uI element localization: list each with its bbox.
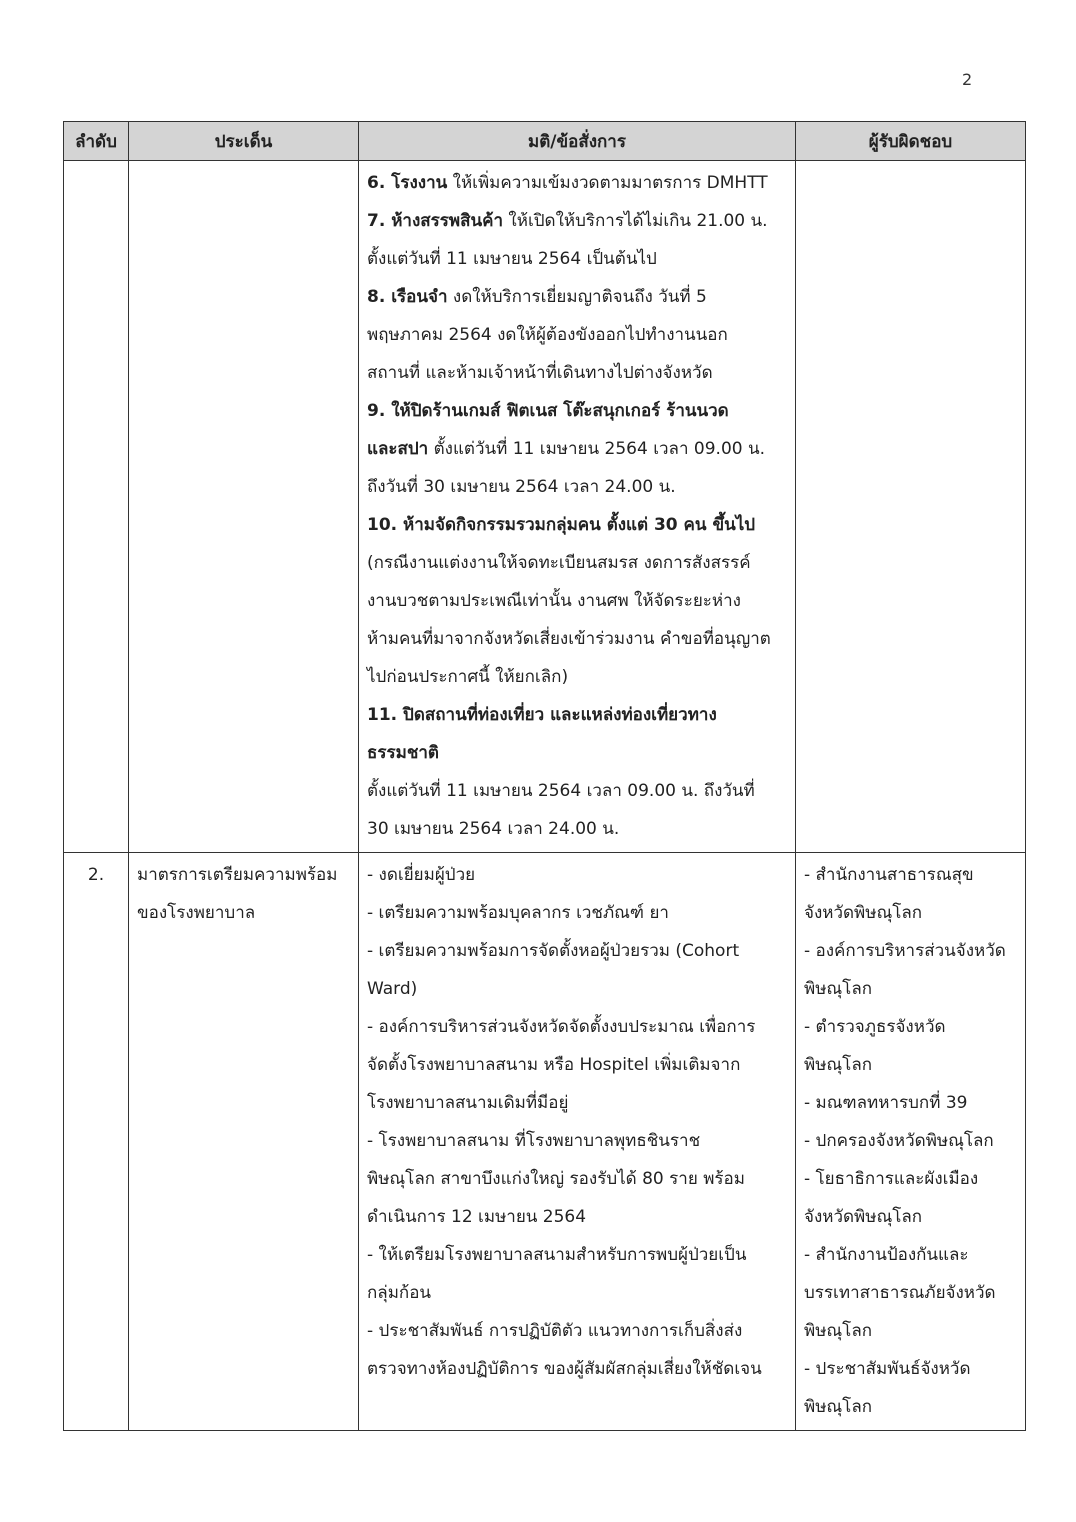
resolution-line: 11. ปิดสถานที่ท่องเที่ยว และแหล่งท่องเที่ยวทาง	[367, 705, 717, 725]
resolution-line: ห้ามคนที่มาจากจังหวัดเสี่ยงเข้าร่วมงาน คำขอที่อนุญาต	[367, 629, 771, 649]
responsible-line: - สำนักงานป้องกันและ	[804, 1245, 969, 1265]
responsible-line: บรรเทาสาธารณภัยจังหวัด	[804, 1283, 996, 1303]
resolution-line: 9. ให้ปิดร้านเกมส์ ฟิตเนส โต๊ะสนุกเกอร์ ร้านนวด	[367, 401, 729, 421]
resolution-line: ธรรมชาติ	[367, 743, 439, 763]
row1-issue	[129, 161, 359, 853]
resolution-line: - เตรียมความพร้อมบุคลากร เวชภัณฑ์ ยา	[367, 903, 669, 923]
header-resolution: มติ/ข้อสั่งการ	[359, 122, 796, 161]
resolution-line: โรงพยาบาลสนามเดิมที่มีอยู่	[367, 1093, 569, 1113]
resolution-line: - องค์การบริหารส่วนจังหวัดจัดตั้งงบประมาณ เพื่อการ	[367, 1017, 756, 1037]
resolution-line: ตั้งแต่วันที่ 11 เมษายน 2564 เป็นต้นไป	[367, 249, 657, 269]
table-row	[64, 853, 1026, 1431]
responsible-line: - สำนักงานสาธารณสุข	[804, 865, 974, 885]
issue-line: ของโรงพยาบาล	[137, 903, 256, 923]
resolution-line: และสปา ตั้งแต่วันที่ 11 เมษายน 2564 เวลา 09.00 น.	[367, 439, 766, 459]
resolution-line: - เตรียมความพร้อมการจัดตั้งหอผู้ป่วยรวม (Cohort	[367, 941, 740, 961]
resolution-line: (กรณีงานแต่งงานให้จดทะเบียนสมรส งดการสังสรรค์	[367, 553, 751, 573]
responsible-line: - มณฑลทหารบกที่ 39	[804, 1093, 968, 1113]
header-responsible: ผู้รับผิดชอบ	[796, 122, 1026, 161]
issue-line: มาตรการเตรียมความพร้อม	[137, 865, 338, 885]
resolution-table	[63, 121, 1026, 1431]
row1-resolution	[359, 161, 796, 853]
resolution-line: ถึงวันที่ 30 เมษายน 2564 เวลา 24.00 น.	[367, 477, 676, 497]
resolution-line: 7. ห้างสรรพสินค้า ให้เปิดให้บริการได้ไม่เกิน 21.00 น.	[367, 211, 768, 231]
resolution-line: กลุ่มก้อน	[367, 1283, 432, 1303]
responsible-line: - โยธาธิการและผังเมือง	[804, 1169, 979, 1189]
responsible-line: - องค์การบริหารส่วนจังหวัด	[804, 941, 1006, 961]
resolution-line: Ward)	[367, 979, 418, 999]
row2-responsible	[796, 853, 1026, 1431]
resolution-line: 6. โรงงาน ให้เพิ่มความเข้มงวดตามมาตรการ DMHTT	[367, 173, 768, 193]
resolution-line: พิษณุโลก สาขาบึงแก่งใหญ่ รองรับได้ 80 ราย พร้อม	[367, 1169, 745, 1189]
responsible-line: พิษณุโลก	[804, 1397, 873, 1417]
resolution-line: 30 เมษายน 2564 เวลา 24.00 น.	[367, 819, 620, 839]
responsible-line: - ประชาสัมพันธ์จังหวัด	[804, 1359, 971, 1379]
row2-no	[64, 853, 129, 1431]
table-header-row	[64, 122, 1026, 161]
resolution-line: - ให้เตรียมโรงพยาบาลสนามสำหรับการพบผู้ป่วยเป็น	[367, 1245, 747, 1265]
responsible-line: พิษณุโลก	[804, 1321, 873, 1341]
row2-issue	[129, 853, 359, 1431]
table-row	[64, 161, 1026, 853]
resolution-line: ดำเนินการ 12 เมษายน 2564	[367, 1207, 587, 1227]
header-issue: ประเด็น	[129, 122, 359, 161]
row1-no	[64, 161, 129, 853]
resolution-line: สถานที่ และห้ามเจ้าหน้าที่เดินทางไปต่างจังหวัด	[367, 363, 713, 383]
responsible-line: พิษณุโลก	[804, 1055, 873, 1075]
resolution-line: - งดเยี่ยมผู้ป่วย	[367, 865, 476, 885]
responsible-line: - ปกครองจังหวัดพิษณุโลก	[804, 1131, 994, 1151]
page-number: 2	[962, 70, 973, 89]
resolution-line: งานบวชตามประเพณีเท่านั้น งานศพ ให้จัดระยะห่าง	[367, 591, 741, 611]
resolution-line: ไปก่อนประกาศนี้ ให้ยกเลิก)	[367, 667, 569, 687]
responsible-line: จังหวัดพิษณุโลก	[804, 903, 923, 923]
resolution-line: พฤษภาคม 2564 งดให้ผู้ต้องขังออกไปทำงานนอก	[367, 325, 728, 345]
row2-resolution	[359, 853, 796, 1431]
responsible-line: - ตำรวจภูธรจังหวัด	[804, 1017, 946, 1037]
resolution-line: - ประชาสัมพันธ์ การปฏิบัติตัว แนวทางการเก็บสิ่งส่ง	[367, 1321, 743, 1341]
responsible-line: จังหวัดพิษณุโลก	[804, 1207, 923, 1227]
resolution-line: ตรวจทางห้องปฏิบัติการ ของผู้สัมผัสกลุ่มเสี่ยงให้ชัดเจน	[367, 1359, 762, 1379]
resolution-line: 10. ห้ามจัดกิจกรรมรวมกลุ่มคน ตั้งแต่ 30 คน ขึ้นไป	[367, 515, 756, 535]
resolution-line: ตั้งแต่วันที่ 11 เมษายน 2564 เวลา 09.00 น. ถึงวันที่	[367, 781, 755, 801]
row1-responsible	[796, 161, 1026, 853]
resolution-line: - โรงพยาบาลสนาม ที่โรงพยาบาลพุทธชินราช	[367, 1131, 701, 1151]
resolution-line: 8. เรือนจำ งดให้บริการเยี่ยมญาติจนถึง วันที่ 5	[367, 287, 707, 307]
row-number: 2.	[87, 865, 105, 885]
header-no: ลำดับ	[64, 122, 129, 161]
responsible-line: พิษณุโลก	[804, 979, 873, 999]
resolution-line: จัดตั้งโรงพยาบาลสนาม หรือ Hospitel เพิ่มเติมจาก	[367, 1055, 741, 1075]
